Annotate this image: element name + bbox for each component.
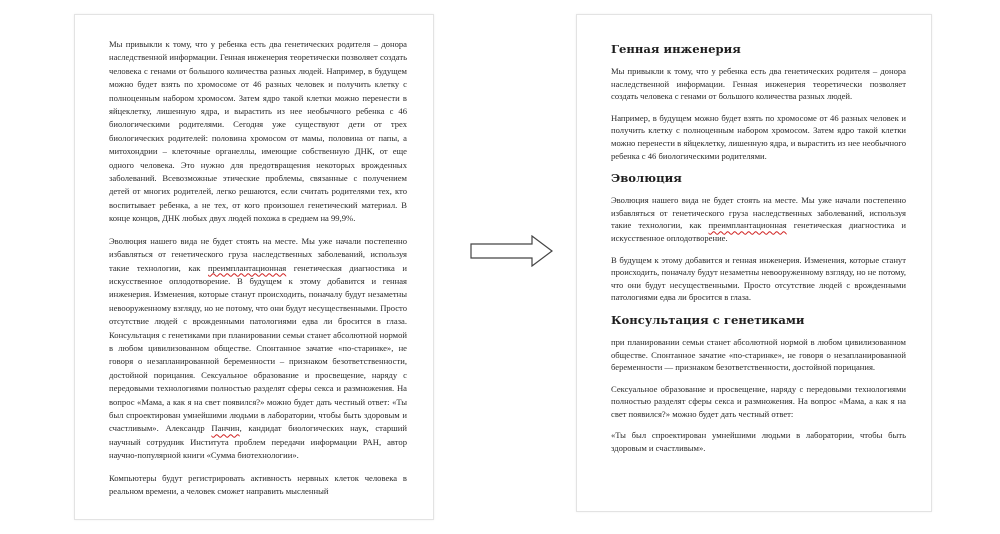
paragraph-text: Компьютеры будут регистрировать активность нервных клеток человека в реальном времени, а человек сможет направить мысленный bbox=[109, 472, 407, 496]
paragraph bbox=[611, 194, 906, 244]
paragraph bbox=[611, 383, 906, 421]
paragraph-text: В будущем к этому добавится и генная инженерия. Изменения, которые станут происходить, поначалу будут незаметны невооруженному взгляду, но не потому, что они будут несущественными. Просто отсутствие людей с врожденными патологиями едва ли бросится в глаза. bbox=[611, 254, 906, 303]
paragraph-text: Эволюция нашего вида не будет стоять на месте. Мы уже начали постепенно избавляться от генетического груза наследственных заболеваний, используя такие технологии, как bbox=[109, 235, 407, 273]
spellcheck-flagged-word[interactable]: Панчин bbox=[211, 423, 240, 434]
right-arrow-icon bbox=[470, 235, 554, 267]
section-heading-consultation: Консультация с генетиками bbox=[611, 312, 805, 327]
paragraph bbox=[611, 65, 906, 103]
section-heading-evolution: Эволюция bbox=[611, 171, 682, 186]
paragraph-genetic-parents bbox=[109, 38, 407, 226]
paragraph-text: Например, в будущем можно будет взять по хромосоме от 46 разных человек и получить клетку с полноценным набором хромосом. Затем ядро такой клетки можно перенести в яйцеклетку, лишенную ядра, и вырастить из нее необычного ребенка с 46 биологическими родителями. bbox=[611, 112, 906, 161]
paragraph-evolution bbox=[109, 235, 407, 463]
paragraph-computers bbox=[109, 472, 407, 499]
paragraph-text: генетическая диагностика и искусственное оплодотворение. bbox=[611, 220, 906, 243]
paragraph-text: Мы привыкли к тому, что у ребенка есть два генетических родителя – донора наследственной информации. Генная инженерия теоретически позволяет создать человека с генами от большого количества разных людей. bbox=[611, 66, 906, 102]
paragraph-text: Эволюция нашего вида не будет стоять на месте. Мы уже начали постепенно избавляться от генетического груза наследственных заболеваний, используя такие технологии, как bbox=[611, 195, 906, 231]
paragraph-quote bbox=[611, 429, 906, 454]
spellcheck-flagged-word[interactable]: преимплантационная bbox=[708, 220, 787, 231]
paragraph bbox=[611, 112, 906, 162]
document-page-before bbox=[74, 14, 434, 520]
paragraph-text: «Ты был спроектирован умнейшими людьми в лаборатории, чтобы быть здоровым и счастливым». bbox=[611, 430, 906, 454]
document-page-after bbox=[576, 14, 932, 512]
paragraph-text: Сексуальное образование и просвещение, наряду с передовыми технологиями полностью разделят сферы секса и размножения. На вопрос «Мама, а как я на свет появился?» можно будет дать честный ответ: bbox=[611, 383, 906, 419]
paragraph-text: Мы привыкли к тому, что у ребенка есть два генетических родителя – донора наследственной информации. Генная инженерия теоретически позволяет создать человека с генами от большого количества разных людей. Например, в будущем можно будет взять по хромосоме от 46 разных человек и получить клетку с полноценным набором хромосом. Затем ядро такой клетки можно перенести в яйцеклетку, лишенную ядра, и вырастить из нее необычного ребенка с 46 биологическими родителями. Сегодня уже существуют дети от трех биологических родителей: половина хромосом от мамы, половина от папы, а митохондрии – клеточные органеллы, имеющие собственную ДНК, от еще одного человека. Это нужно для предотвращения некоторых врожденных заболеваний. Всевозможные этические проблемы, связанные с получением детей от многих родителей, легко решаются, если считать родителями тех, кто воспитывает ребенка, а не тех, от кого произошел генетический материал. В конце концов, ДНК любых двух людей похожа в среднем на 99,9%. bbox=[109, 39, 407, 224]
paragraph-text: генетическая диагностика и искусственное оплодотворение. В будущем к этому добавится и генная инженерия. Изменения, которые станут происходить, поначалу будут незаметны невооруженному взгляду, но не потому, что они будут несущественными. Просто отсутствие людей с врожденными патологиями едва ли бросится в глаза. Консультация с генетиками при планировании семьи станет абсолютной нормой в любом цивилизованном обществе. Спонтанное зачатие «по-старинке», не говоря о незапланированной беременности – признаком безответственности, достойной порицания. Сексуальное образование и просвещение, наряду с передовыми технологиями полностью разделят сферы секса и размножения. На вопрос «Мама, а как я на свет появился?» можно будет дать честный ответ: «Ты был спроектирован умнейшими людьми в лаборатории, чтобы быть здоровым и счастливым». Александр bbox=[109, 262, 407, 434]
paragraph-text: при планировании семьи станет абсолютной нормой в любом цивилизованном обществе. Спонтанное зачатие «по-старинке», не говоря о незапланированной беременности — признаком безответственности, достойной порицания. bbox=[611, 336, 906, 373]
paragraph-text: , кандидат биологических наук, старший научный сотрудник Института проблем передачи информации РАН, автор научно-популярной книги «Сумма биотехнологии». bbox=[109, 423, 407, 461]
paragraph bbox=[611, 254, 906, 304]
spellcheck-flagged-word[interactable]: преимплантационная bbox=[208, 262, 287, 273]
section-heading-genetic-engineering: Генная инженерия bbox=[611, 42, 741, 56]
paragraph bbox=[611, 336, 906, 374]
